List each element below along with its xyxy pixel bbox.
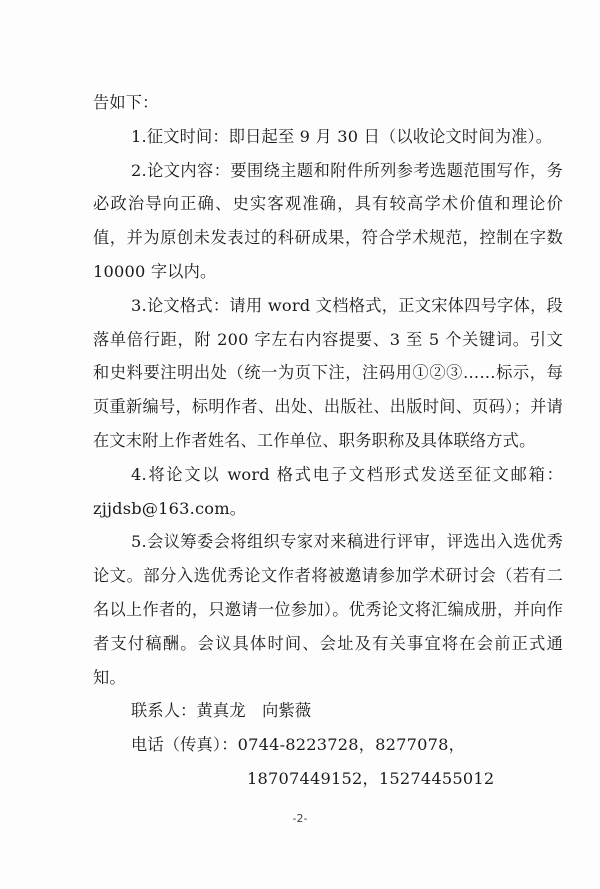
item-submission-email: 4.将论文以 word 格式电子文档形式发送至征文邮箱：zjjdsb@163.com。	[93, 464, 563, 518]
item-paper-content: 2.论文内容：要围绕主题和附件所列参考选题范围写作，务必政治导向正确、史实客观准确，具有较高学术价值和理论价值，并为原创未发表过的科研成果，符合学术规范，控制在字数 10000 字以内。	[93, 160, 563, 281]
contact-phone: 电话（传真）：0744-8223728，8277078，	[131, 735, 466, 755]
item-paper-format: 3.论文格式：请用 word 文档格式，正文宋体四号字体，段落单倍行距，附 200 字左右内容提要、3 至 5 个关键词。引文和史料要注明出处（统一为页下注，注码用①②③……标示，每页重新编号，标明作者、出处、出版社、出版时间、页码）；并请在文末附上作者姓名、工作单位、职务职称及具体联络方式。	[93, 295, 563, 450]
opening-line: 告如下：	[93, 93, 159, 112]
item-submission-time: 1.征文时间：即日起至 9 月 30 日（以收论文时间为准）。	[131, 126, 553, 146]
contact-phone-mobile: 18707449152，15274455012	[247, 768, 495, 788]
page-number: -2-	[292, 812, 308, 825]
document-body	[93, 86, 563, 796]
item-review-process: 5.会议筹委会将组织专家对来稿进行评审，评选出入选优秀论文。部分入选优秀论文作者将被邀请参加学术研讨会（若有二名以上作者的，只邀请一位参加）。优秀论文将汇编成册，并向作者支付稿酬。会议具体时间、会址及有关事宜将在会前正式通知。	[93, 532, 563, 687]
contact-persons: 联系人：黄真龙 向紫薇	[131, 701, 312, 721]
